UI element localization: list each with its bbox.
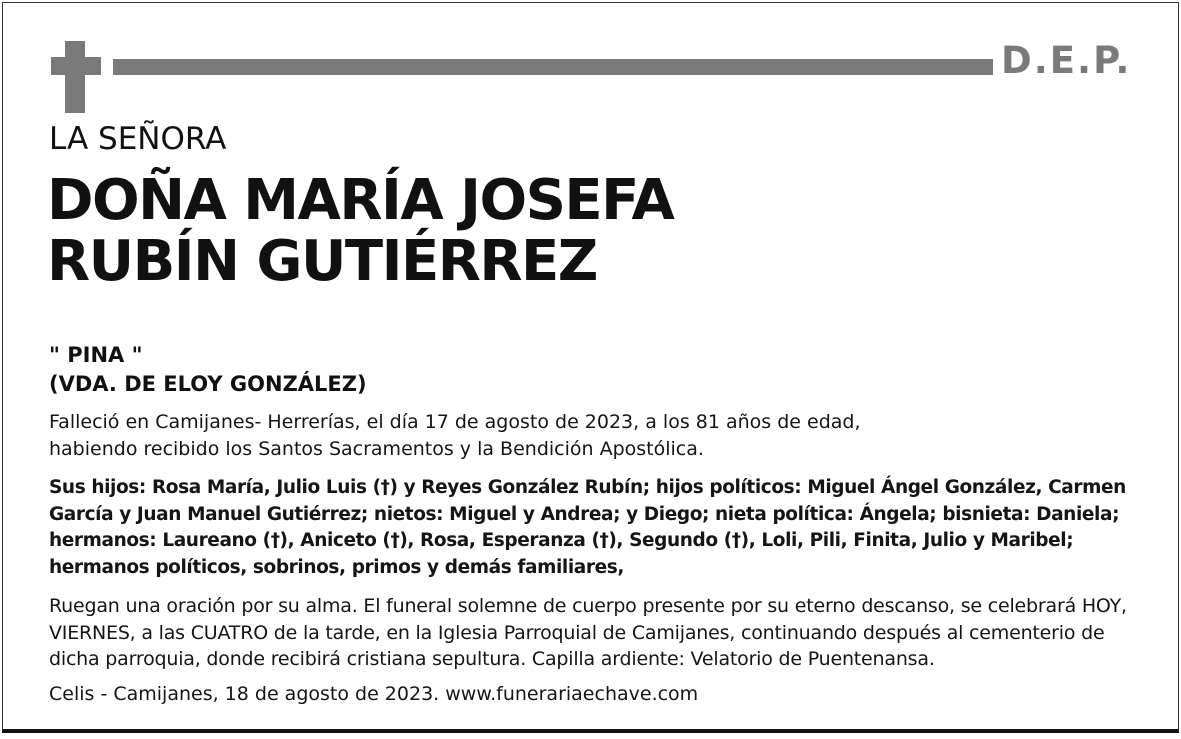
header-rule — [113, 59, 993, 75]
nickname: " PINA " — [49, 343, 143, 367]
death-line-1: Falleció en Camijanes- Herrerías, el día 17 de agosto de 2023, a los 81 años de edad, — [49, 411, 861, 433]
death-line-2: habiendo recibido los Santos Sacramentos y la Bendición Apostólica. — [49, 437, 704, 460]
footer-place-date: Celis - Camijanes, 18 de agosto de 2023. www.funerariaechave.com — [49, 683, 699, 705]
obituary-notice — [2, 2, 1179, 733]
death-details — [49, 409, 1159, 462]
name-line-2: RUBÍN GUTIÉRREZ — [47, 229, 597, 294]
honorific-prefix: LA SEÑORA — [49, 121, 227, 157]
funeral-details: Ruegan una oración por su alma. El funeral solemne de cuerpo presente por su eterno descanso, se celebrará HOY, VIERNES, a las CUATRO de la tarde, en la Iglesia Parroquial de Camijanes, continuando después al cementerio de dicha parroquia, donde recibirá cristiana sepultura. Capilla ardiente: Velatorio de Puentenansa. — [49, 595, 1127, 670]
deceased-name — [47, 170, 673, 292]
dep-label: D.E.P. — [1001, 39, 1132, 82]
name-line-1: DOÑA MARÍA JOSEFA — [47, 168, 674, 233]
widow-of: (VDA. DE ELOY GONZÁLEZ) — [49, 372, 367, 396]
nickname-block — [49, 341, 367, 399]
cross-horizontal-bar — [51, 57, 101, 75]
cross-vertical-bar — [65, 41, 85, 113]
family-list: Sus hijos: Rosa María, Julio Luis (†) y Reyes González Rubín; hijos políticos: Miguel Ángel González, Carmen García y Juan Manuel Gutiérrez; nietos: Miguel y Andrea; y Diego; nieta política: Ángela; bisnieta: Daniela; hermanos: Laureano (†), Aniceto (†), Rosa, Esperanza (†), Segundo (†), Loli, Pili, Finita, Julio y Maribel; hermanos políticos, sobrinos, primos y demás familiares, — [49, 477, 1126, 578]
